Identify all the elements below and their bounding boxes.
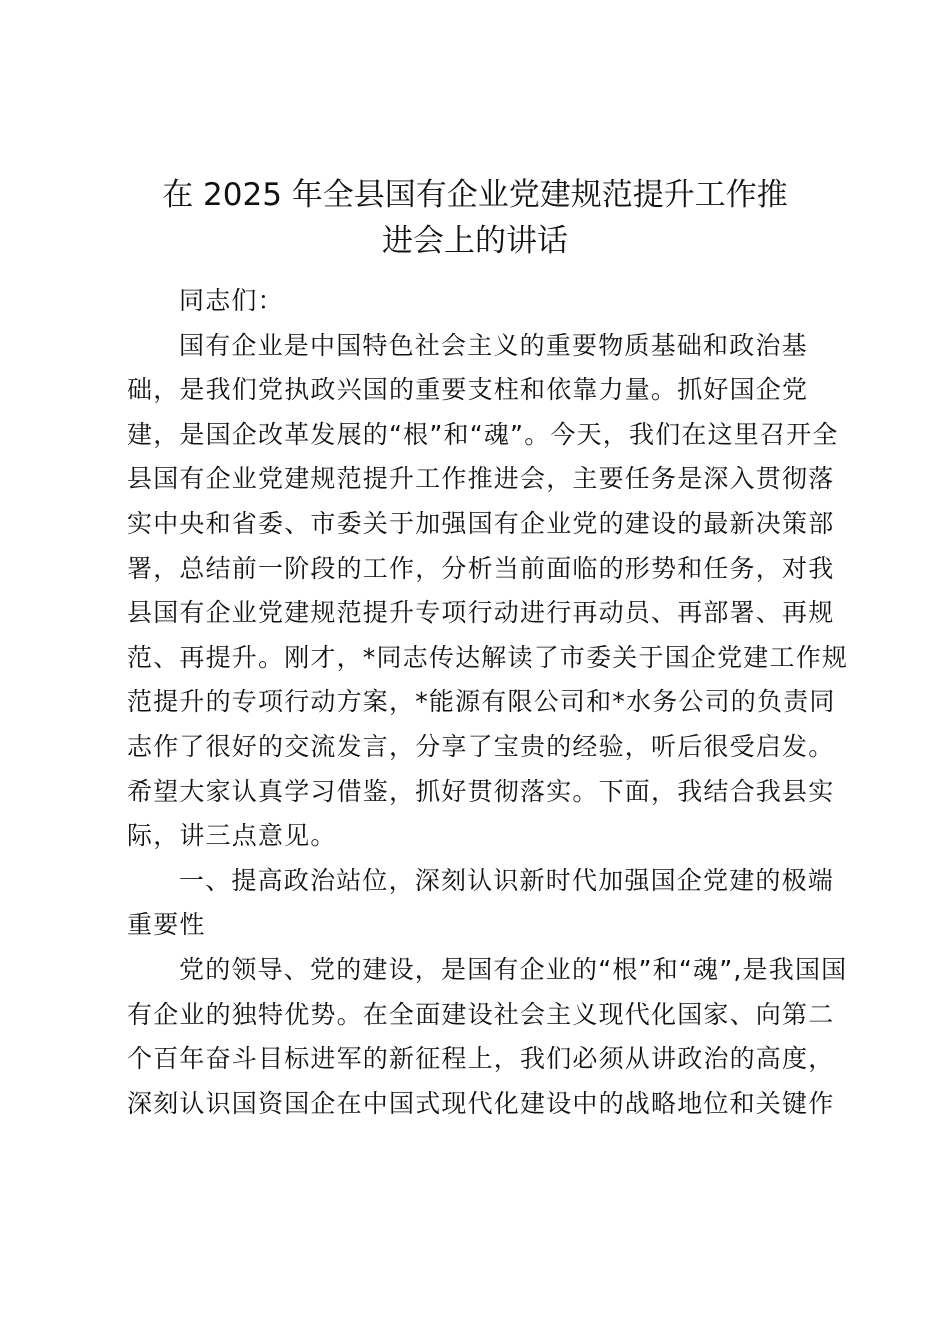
title-line: 在 2025 年全县国有企业党建规范提升工作推 (162, 177, 788, 213)
paragraph-line: 范提升的专项行动方案，*能源有限公司和*水务公司的负责同 (127, 687, 836, 717)
paragraph-line: 国有企业是中国特色社会主义的重要物质基础和政治基 (179, 330, 808, 360)
title-line: 进会上的讲话 (382, 223, 568, 259)
paragraph-line: 有企业的独特优势。在全面建设社会主义现代化国家、向第二 (127, 999, 835, 1029)
paragraph-line: 实中央和省委、市委关于加强国有企业党的建设的最新决策部 (127, 508, 835, 538)
section-heading-line: 重要性 (127, 910, 206, 940)
paragraph-line: 县国有企业党建规范提升工作推进会，主要任务是深入贯彻落 (127, 464, 835, 494)
salutation: 同志们： (179, 286, 284, 315)
paragraph-line: 础，是我们党执政兴国的重要支柱和依靠力量。抓好国企党 (127, 375, 809, 405)
paragraph-line: 范、再提升。刚才，*同志传达解读了市委关于国企党建工作规 (127, 642, 849, 672)
document-title (100, 172, 850, 264)
paragraph-line: 署，总结前一阶段的工作，分析当前面临的形势和任务，对我 (127, 553, 835, 583)
paragraph-line: 县国有企业党建规范提升专项行动进行再动员、再部署、再规 (127, 598, 835, 628)
paragraph-line: 志作了很好的交流发言，分享了宝贵的经验，听后很受启发。 (127, 731, 835, 761)
paragraph-line: 党的领导、党的建设，是国有企业的“根”和“魂”,是我国国 (179, 954, 848, 984)
paragraph-line: 际，讲三点意见。 (127, 821, 337, 851)
paragraph-line: 深刻认识国资国企在中国式现代化建设中的战略地位和关键作 (127, 1088, 835, 1118)
paragraph-line: 希望大家认真学习借鉴，抓好贯彻落实。下面，我结合我县实 (127, 776, 835, 806)
section-heading-line: 一、提高政治站位，深刻认识新时代加强国企党建的极端 (179, 865, 835, 895)
paragraph-line: 个百年奋斗目标进军的新征程上，我们必须从讲政治的高度， (127, 1044, 835, 1074)
paragraph-line: 建，是国企改革发展的“根”和“魂”。今天，我们在这里召开全 (127, 419, 839, 449)
document-body (127, 279, 849, 1126)
